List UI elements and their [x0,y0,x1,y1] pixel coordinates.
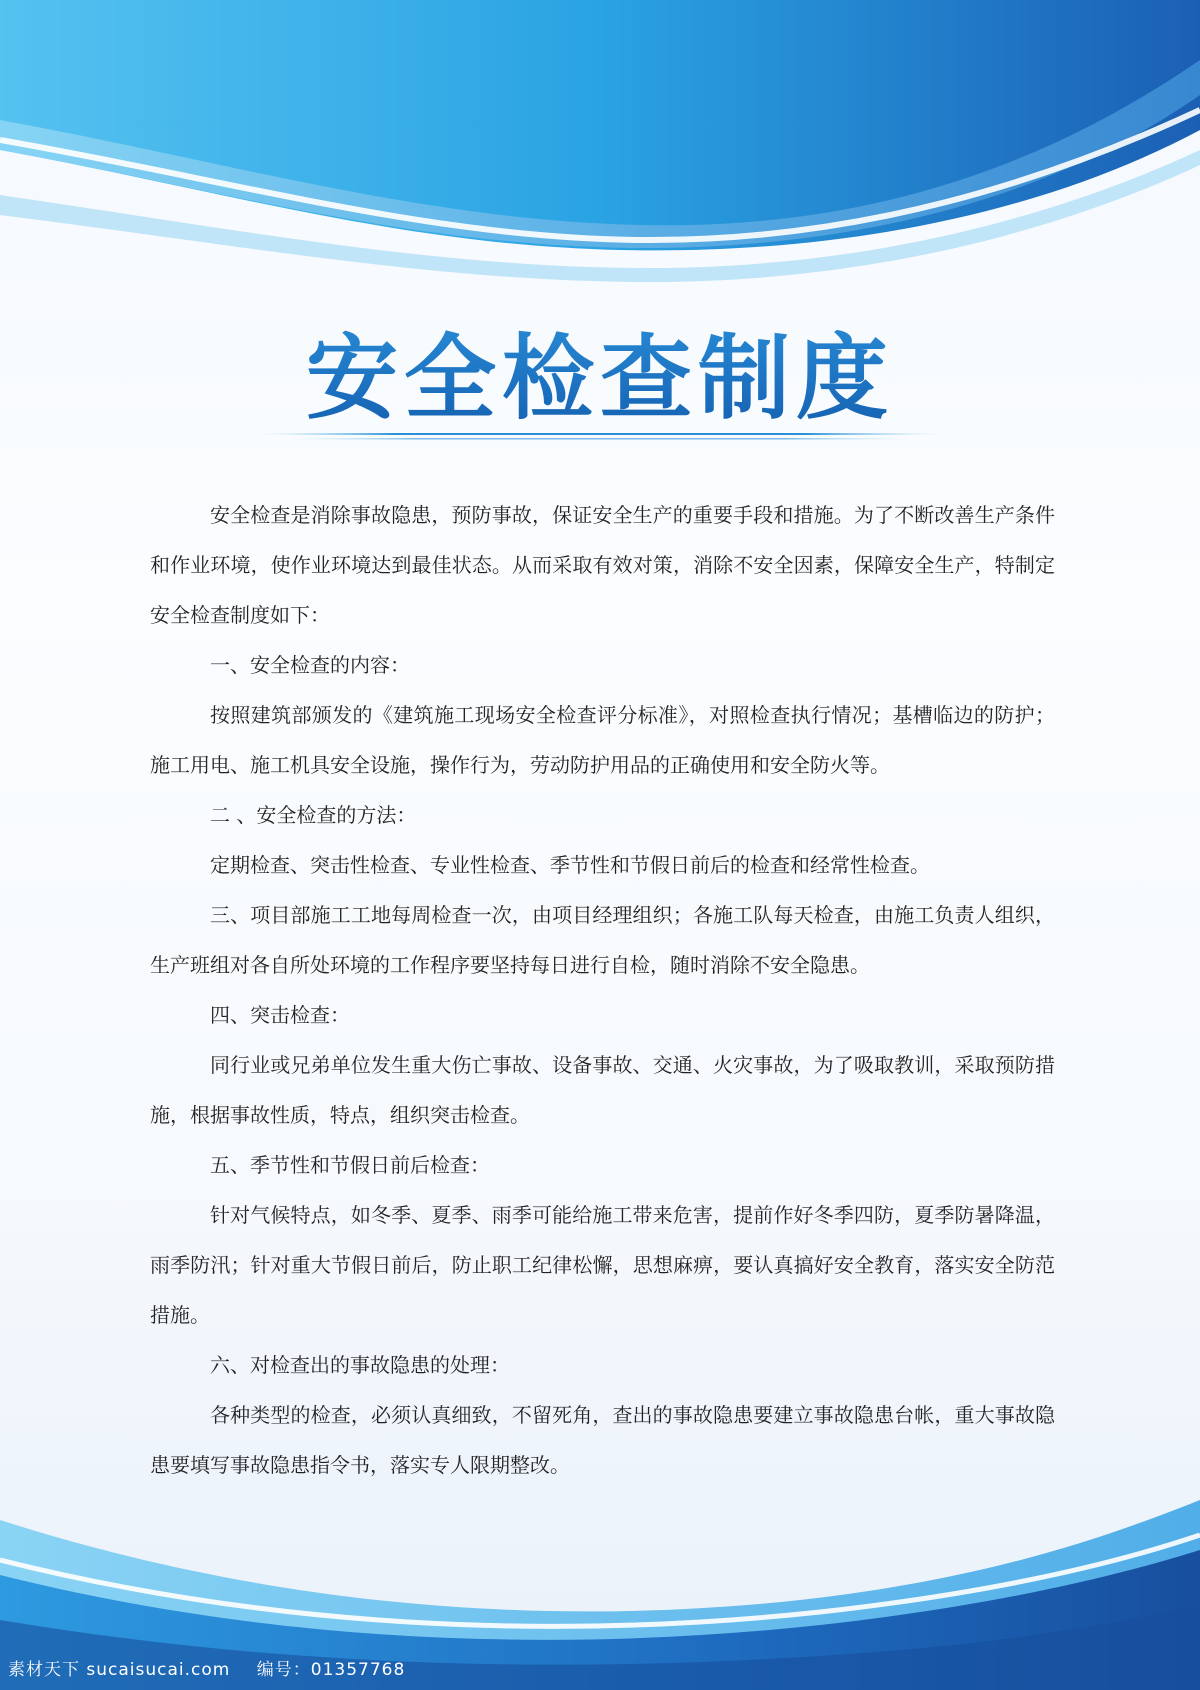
top-wave-decoration [0,0,1200,300]
page-title: 安全检查制度 [0,305,1200,437]
section-paragraph-content: 按照建筑部颁发的《建筑施工现场安全检查评分标准》，对照检查执行情况；基槽临边的防护；施工用电、施工机具安全设施，操作行为，劳动防护用品的正确使用和安全防火等。 [150,703,1055,777]
section-heading-method: 二 、安全检查的方法： [210,803,417,827]
watermark [8,1655,425,1680]
document-body [150,490,1055,1490]
section-heading-content: 一、安全检查的内容： [210,653,410,677]
section-paragraph-method: 定期检查、突击性检查、专业性检查、季节性和节假日前后的检查和经常性检查。 [210,853,930,877]
section-paragraph-surprise: 同行业或兄弟单位发生重大伤亡事故、设备事故、交通、火灾事故，为了吸取教训，采取预防措施，根据事故性质，特点，组织突击检查。 [150,1053,1055,1127]
title-underline [260,430,940,442]
section-paragraph-seasonal: 针对气候特点，如冬季、夏季、雨季可能给施工带来危害，提前作好冬季四防，夏季防暑降温，雨季防汛；针对重大节假日前后，防止职工纪律松懈，思想麻痹，要认真搞好安全教育，落实安全防范措施。 [150,1203,1055,1327]
section-paragraph-handling: 各种类型的检查，必须认真细致，不留死角，查出的事故隐患要建立事故隐患台帐，重大事故隐患要填写事故隐患指令书，落实专人限期整改。 [150,1403,1055,1477]
watermark-code: 编号：01357768 [256,1660,406,1680]
section-heading-surprise: 四、突击检查： [210,1003,350,1027]
intro-paragraph: 安全检查是消除事故隐患，预防事故，保证安全生产的重要手段和措施。为了不断改善生产条件和作业环境，使作业环境达到最佳状态。从而采取有效对策，消除不安全因素，保障安全生产，特制定安全检查制度如下： [150,503,1055,627]
section-paragraph-weekly: 三、项目部施工工地每周检查一次，由项目经理组织；各施工队每天检查，由施工负责人组织，生产班组对各自所处环境的工作程序要坚持每日进行自检，随时消除不安全隐患。 [150,903,1055,977]
watermark-site: 素材天下 sucaisucai.com [8,1660,231,1680]
section-heading-handling: 六、对检查出的事故隐患的处理： [210,1353,510,1377]
section-heading-seasonal: 五、季节性和节假日前后检查： [210,1153,490,1177]
